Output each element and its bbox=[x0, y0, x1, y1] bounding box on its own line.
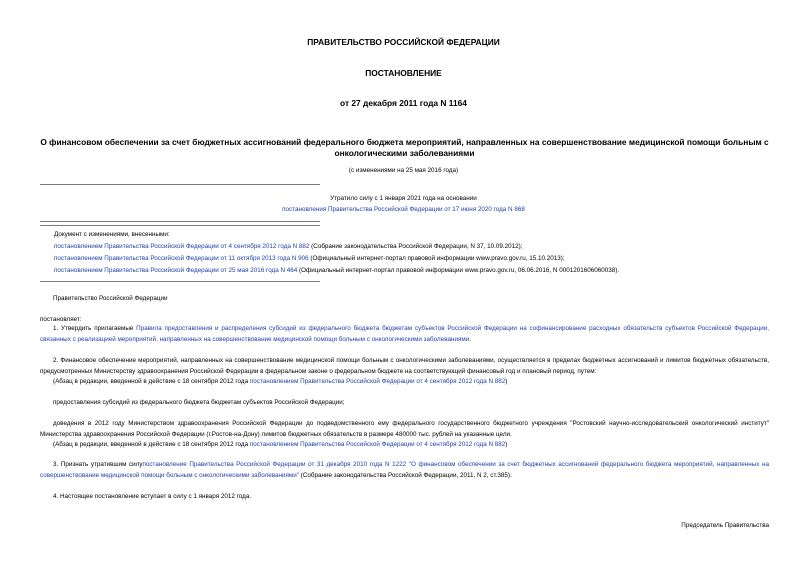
paragraph-6: 4. Настоящее постановление вступает в силу с 1 января 2012 года. bbox=[53, 493, 252, 500]
status-text: Утратило силу с 1 января 2021 года на основании bbox=[330, 195, 477, 202]
government-heading: ПРАВИТЕЛЬСТВО РОССИЙСКОЙ ФЕДЕРАЦИИ bbox=[307, 37, 500, 47]
signature: Председатель Правительства bbox=[681, 522, 769, 529]
repealed-decree-link[interactable]: постановление Правительства Российской Федерации от 31 декабря 2010 года N 1222 "О финансовом обеспечении за счет бюджетных ассигнований федерального бюджета мероприятий, направленных на совершенствование медицинской помощи больным с онкологическими заболеваниями" bbox=[40, 461, 769, 479]
amendments-heading: Документ с изменениями, внесенными: bbox=[54, 231, 170, 238]
paragraph-2-note: (Абзац в редакции, введенной в действие с 18 сентября 2012 года постановлением Правительства Российской Федерации от 4 сентября 2012 года N 882) bbox=[53, 378, 508, 385]
paragraph-4: доведения в 2012 году Министерством здравоохранения Российской Федерации до подведомственного ему федерального государственного бюджетного учреждения "Ростовский научно-исследовательский онкологический институт" Министерства здравоохранения Российской Федерации (г.Ростов-на-Дону) лимитов бюджетных обязательств в размере 480000 тыс. рублей на указанные цели. bbox=[40, 420, 769, 438]
paragraph-4-note: (Абзац в редакции, введенной в действие с 18 сентября 2012 года постановлением Правительства Российской Федерации от 4 сентября 2012 года N 882) bbox=[53, 441, 508, 448]
amendment-882-link[interactable]: постановлением Правительства Российской Федерации от 4 сентября 2012 года N 882 bbox=[249, 378, 506, 385]
amendment-source: (Официальный интернет-портал правовой информации www.pravo.gov.ru, 15.10.2013); bbox=[308, 255, 565, 262]
paragraph-5: 3. Признать утратившим силупостановление Правительства Российской Федерации от 31 декабря 2010 года N 1222 "О финансовом обеспечении за счет бюджетных ассигнований федерального бюджета мероприятий, направленных на совершенствование медицинской помощи больным с онкологическими заболеваниями" (Собрание законодательства Российской Федерации, 2011, N 2, ст.385). bbox=[40, 461, 769, 479]
document-type: ПОСТАНОВЛЕНИЕ bbox=[365, 68, 442, 78]
amendment-link[interactable]: постановлением Правительства Российской Федерации от 4 сентября 2012 года N 882 bbox=[54, 243, 310, 250]
divider bbox=[40, 225, 320, 226]
amendment-882-link[interactable]: постановлением Правительства Российской Федерации от 4 сентября 2012 года N 882 bbox=[249, 441, 506, 448]
government-line: Правительство Российской Федерации bbox=[53, 295, 168, 302]
decrees-line: постановляет: bbox=[40, 316, 82, 323]
list-item bbox=[54, 241, 619, 253]
rules-link[interactable]: Правила предоставления и распределения субсидий из федерального бюджета бюджетам субъектов Российской Федерации на софинансирование расходных обязательств субъектов Российской Федерации, связанных с реализацией мероприятий, направленных на совершенствование медицинской помощи больным с онкологическими заболеваниями bbox=[40, 325, 770, 343]
amendments-list bbox=[54, 229, 619, 277]
list-item bbox=[54, 265, 619, 277]
divider bbox=[40, 184, 320, 185]
divider bbox=[40, 281, 320, 282]
paragraph-3: предоставления субсидий из федерального бюджета бюджетам субъектов Российской Федерации; bbox=[53, 399, 345, 406]
document-title: О финансовом обеспечении за счет бюджетных ассигнований федерального бюджета мероприятий, направленных на совершенствование медицинской помощи больным с онкологическими заболеваниями bbox=[40, 137, 769, 158]
amendment-source: (Собрание законодательства Российской Федерации, N 37, 10.09.2012); bbox=[309, 243, 523, 250]
list-item bbox=[54, 253, 619, 265]
revision-note: (с изменениями на 25 мая 2016 года) bbox=[348, 167, 459, 174]
divider bbox=[40, 221, 320, 222]
paragraph-1: 1. Утвердить прилагаемые Правила предоставления и распределения субсидий из федерального бюджета бюджетам субъектов Российской Федерации на софинансирование расходных обязательств субъектов Российской Федерации, связанных с реализацией мероприятий, направленных на совершенствование медицинской помощи больным с онкологическими заболеваниями. bbox=[40, 325, 770, 343]
amendment-link[interactable]: постановлением Правительства Российской Федерации от 11 октября 2013 года N 906 bbox=[54, 255, 309, 262]
amendment-link[interactable]: постановлением Правительства Российской Федерации от 25 мая 2016 года N 464 bbox=[54, 267, 298, 274]
status-link-row bbox=[0, 205, 807, 216]
paragraph-2: 2. Финансовое обеспечение мероприятий, направленных на совершенствование медицинской помощи больным с онкологическими заболеваниями, осуществляется в пределах бюджетных ассигнований и лимитов бюджетных обязательств, предусмотренных Министерству здравоохранения Российской Федерации в федеральном законе о федеральном бюджете на соответствующий финансовый год и плановый период, путем: bbox=[40, 357, 769, 375]
repeal-decree-link[interactable]: постановления Правительства Российской Федерации от 17 июня 2020 года N 868 bbox=[282, 206, 525, 213]
amendment-source: (Официальный интернет-портал правовой информации www.pravo.gov.ru, 06.06.2016, N 0001201606060038). bbox=[297, 267, 620, 274]
document-date-number: от 27 декабря 2011 года N 1164 bbox=[340, 98, 467, 108]
